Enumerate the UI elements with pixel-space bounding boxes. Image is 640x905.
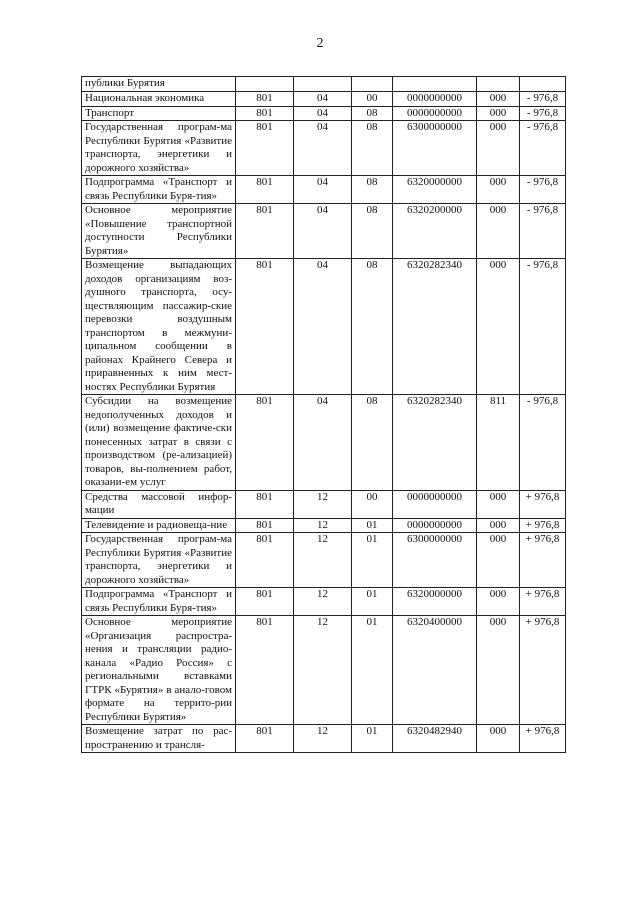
table-row <box>82 92 566 107</box>
cell-subsection: 00 <box>352 92 393 107</box>
cell-expense-type: 000 <box>477 121 520 176</box>
cell-section: 04 <box>294 92 352 107</box>
cell-subsection: 08 <box>352 106 393 121</box>
cell-subsection: 01 <box>352 588 393 616</box>
cell-section: 04 <box>294 106 352 121</box>
cell-expense-type: 000 <box>477 176 520 204</box>
table-row <box>82 588 566 616</box>
cell-target-item: 6320282340 <box>393 259 477 395</box>
cell-section <box>294 77 352 92</box>
cell-target-item: 6300000000 <box>393 121 477 176</box>
cell-grbs: 801 <box>236 121 294 176</box>
cell-name: Телевидение и радиовеща-ние <box>82 518 236 533</box>
cell-grbs <box>236 77 294 92</box>
cell-target-item: 6320482940 <box>393 725 477 753</box>
table-row <box>82 490 566 518</box>
cell-name: Основное мероприятие «Повышение транспортной доступности Республики Бурятия» <box>82 204 236 259</box>
cell-grbs: 801 <box>236 533 294 588</box>
cell-amount: + 976,8 <box>520 490 566 518</box>
cell-section: 04 <box>294 176 352 204</box>
table-row <box>82 204 566 259</box>
cell-section: 12 <box>294 518 352 533</box>
cell-expense-type: 000 <box>477 533 520 588</box>
table-row <box>82 725 566 753</box>
cell-name: Возмещение выпадающих доходов организациям воз-душного транспорта, осу-ществляющим пассажир-ские перевозки воздушным транспортом в межмуни-ципальном сообщении в районах Крайнего Севера и приравненных к ним мест-ностях Республики Бурятия <box>82 259 236 395</box>
cell-target-item: 0000000000 <box>393 518 477 533</box>
cell-name: Подпрограмма «Транспорт и связь Республики Буря-тия» <box>82 176 236 204</box>
cell-expense-type: 000 <box>477 588 520 616</box>
cell-subsection: 01 <box>352 518 393 533</box>
cell-section: 04 <box>294 259 352 395</box>
cell-section: 12 <box>294 533 352 588</box>
cell-grbs: 801 <box>236 616 294 725</box>
cell-name: Государственная програм-ма Республики Бурятия «Развитие транспорта, энергетики и дорожного хозяйства» <box>82 533 236 588</box>
cell-grbs: 801 <box>236 259 294 395</box>
table-body <box>82 77 566 753</box>
table-row <box>82 106 566 121</box>
cell-amount <box>520 77 566 92</box>
cell-subsection: 08 <box>352 176 393 204</box>
cell-name: Транспорт <box>82 106 236 121</box>
cell-section: 12 <box>294 490 352 518</box>
cell-subsection <box>352 77 393 92</box>
cell-section: 12 <box>294 616 352 725</box>
table-row <box>82 77 566 92</box>
budget-table <box>81 76 566 753</box>
table-row <box>82 259 566 395</box>
cell-subsection: 01 <box>352 616 393 725</box>
cell-amount: + 976,8 <box>520 588 566 616</box>
cell-name: публики Бурятия <box>82 77 236 92</box>
cell-name: Средства массовой инфор-мации <box>82 490 236 518</box>
table-row <box>82 395 566 491</box>
cell-target-item: 0000000000 <box>393 92 477 107</box>
cell-target-item: 6300000000 <box>393 533 477 588</box>
cell-amount: + 976,8 <box>520 725 566 753</box>
cell-amount: - 976,8 <box>520 121 566 176</box>
cell-amount: - 976,8 <box>520 204 566 259</box>
cell-expense-type: 000 <box>477 106 520 121</box>
cell-expense-type: 000 <box>477 616 520 725</box>
cell-expense-type: 000 <box>477 490 520 518</box>
cell-target-item: 6320400000 <box>393 616 477 725</box>
cell-target-item: 6320282340 <box>393 395 477 491</box>
table-row <box>82 533 566 588</box>
cell-name: Национальная экономика <box>82 92 236 107</box>
cell-amount: - 976,8 <box>520 92 566 107</box>
cell-amount: - 976,8 <box>520 395 566 491</box>
cell-expense-type: 000 <box>477 204 520 259</box>
cell-amount: - 976,8 <box>520 259 566 395</box>
cell-name: Государственная програм-ма Республики Бурятия «Развитие транспорта, энергетики и дорожного хозяйства» <box>82 121 236 176</box>
cell-amount: - 976,8 <box>520 176 566 204</box>
cell-subsection: 08 <box>352 121 393 176</box>
cell-section: 12 <box>294 588 352 616</box>
cell-expense-type: 000 <box>477 725 520 753</box>
cell-name: Возмещение затрат по рас-пространению и трансля- <box>82 725 236 753</box>
cell-target-item: 0000000000 <box>393 106 477 121</box>
cell-amount: + 976,8 <box>520 616 566 725</box>
table-row <box>82 121 566 176</box>
table-row <box>82 616 566 725</box>
cell-subsection: 08 <box>352 259 393 395</box>
cell-subsection: 01 <box>352 725 393 753</box>
cell-target-item: 6320200000 <box>393 204 477 259</box>
cell-section: 12 <box>294 725 352 753</box>
cell-grbs: 801 <box>236 204 294 259</box>
cell-amount: + 976,8 <box>520 533 566 588</box>
cell-subsection: 08 <box>352 204 393 259</box>
cell-target-item: 6320000000 <box>393 588 477 616</box>
page-number: 2 <box>316 36 324 51</box>
table-row <box>82 176 566 204</box>
cell-target-item: 6320000000 <box>393 176 477 204</box>
cell-name: Подпрограмма «Транспорт и связь Республики Буря-тия» <box>82 588 236 616</box>
cell-subsection: 00 <box>352 490 393 518</box>
cell-grbs: 801 <box>236 106 294 121</box>
cell-expense-type: 000 <box>477 518 520 533</box>
cell-target-item: 0000000000 <box>393 490 477 518</box>
cell-amount: - 976,8 <box>520 106 566 121</box>
cell-target-item <box>393 77 477 92</box>
cell-section: 04 <box>294 204 352 259</box>
cell-grbs: 801 <box>236 518 294 533</box>
cell-grbs: 801 <box>236 490 294 518</box>
cell-amount: + 976,8 <box>520 518 566 533</box>
cell-subsection: 01 <box>352 533 393 588</box>
cell-expense-type: 000 <box>477 92 520 107</box>
cell-section: 04 <box>294 395 352 491</box>
cell-subsection: 08 <box>352 395 393 491</box>
cell-expense-type <box>477 77 520 92</box>
cell-name: Основное мероприятие «Организация распростра-нения и трансляции радио-канала «Радио Россия» с региональными вставками ГТРК «Бурятия» в анало-говом формате на террито-рии Республики Бурятия» <box>82 616 236 725</box>
cell-section: 04 <box>294 121 352 176</box>
cell-grbs: 801 <box>236 395 294 491</box>
cell-grbs: 801 <box>236 725 294 753</box>
cell-name: Субсидии на возмещение недополученных доходов и (или) возмещение фактиче-ски понесенных затрат в связи с производством (ре-ализацией) товаров, вы-полнением работ, оказани-ем услуг <box>82 395 236 491</box>
cell-grbs: 801 <box>236 92 294 107</box>
cell-expense-type: 811 <box>477 395 520 491</box>
cell-grbs: 801 <box>236 176 294 204</box>
cell-expense-type: 000 <box>477 259 520 395</box>
table-row <box>82 518 566 533</box>
cell-grbs: 801 <box>236 588 294 616</box>
